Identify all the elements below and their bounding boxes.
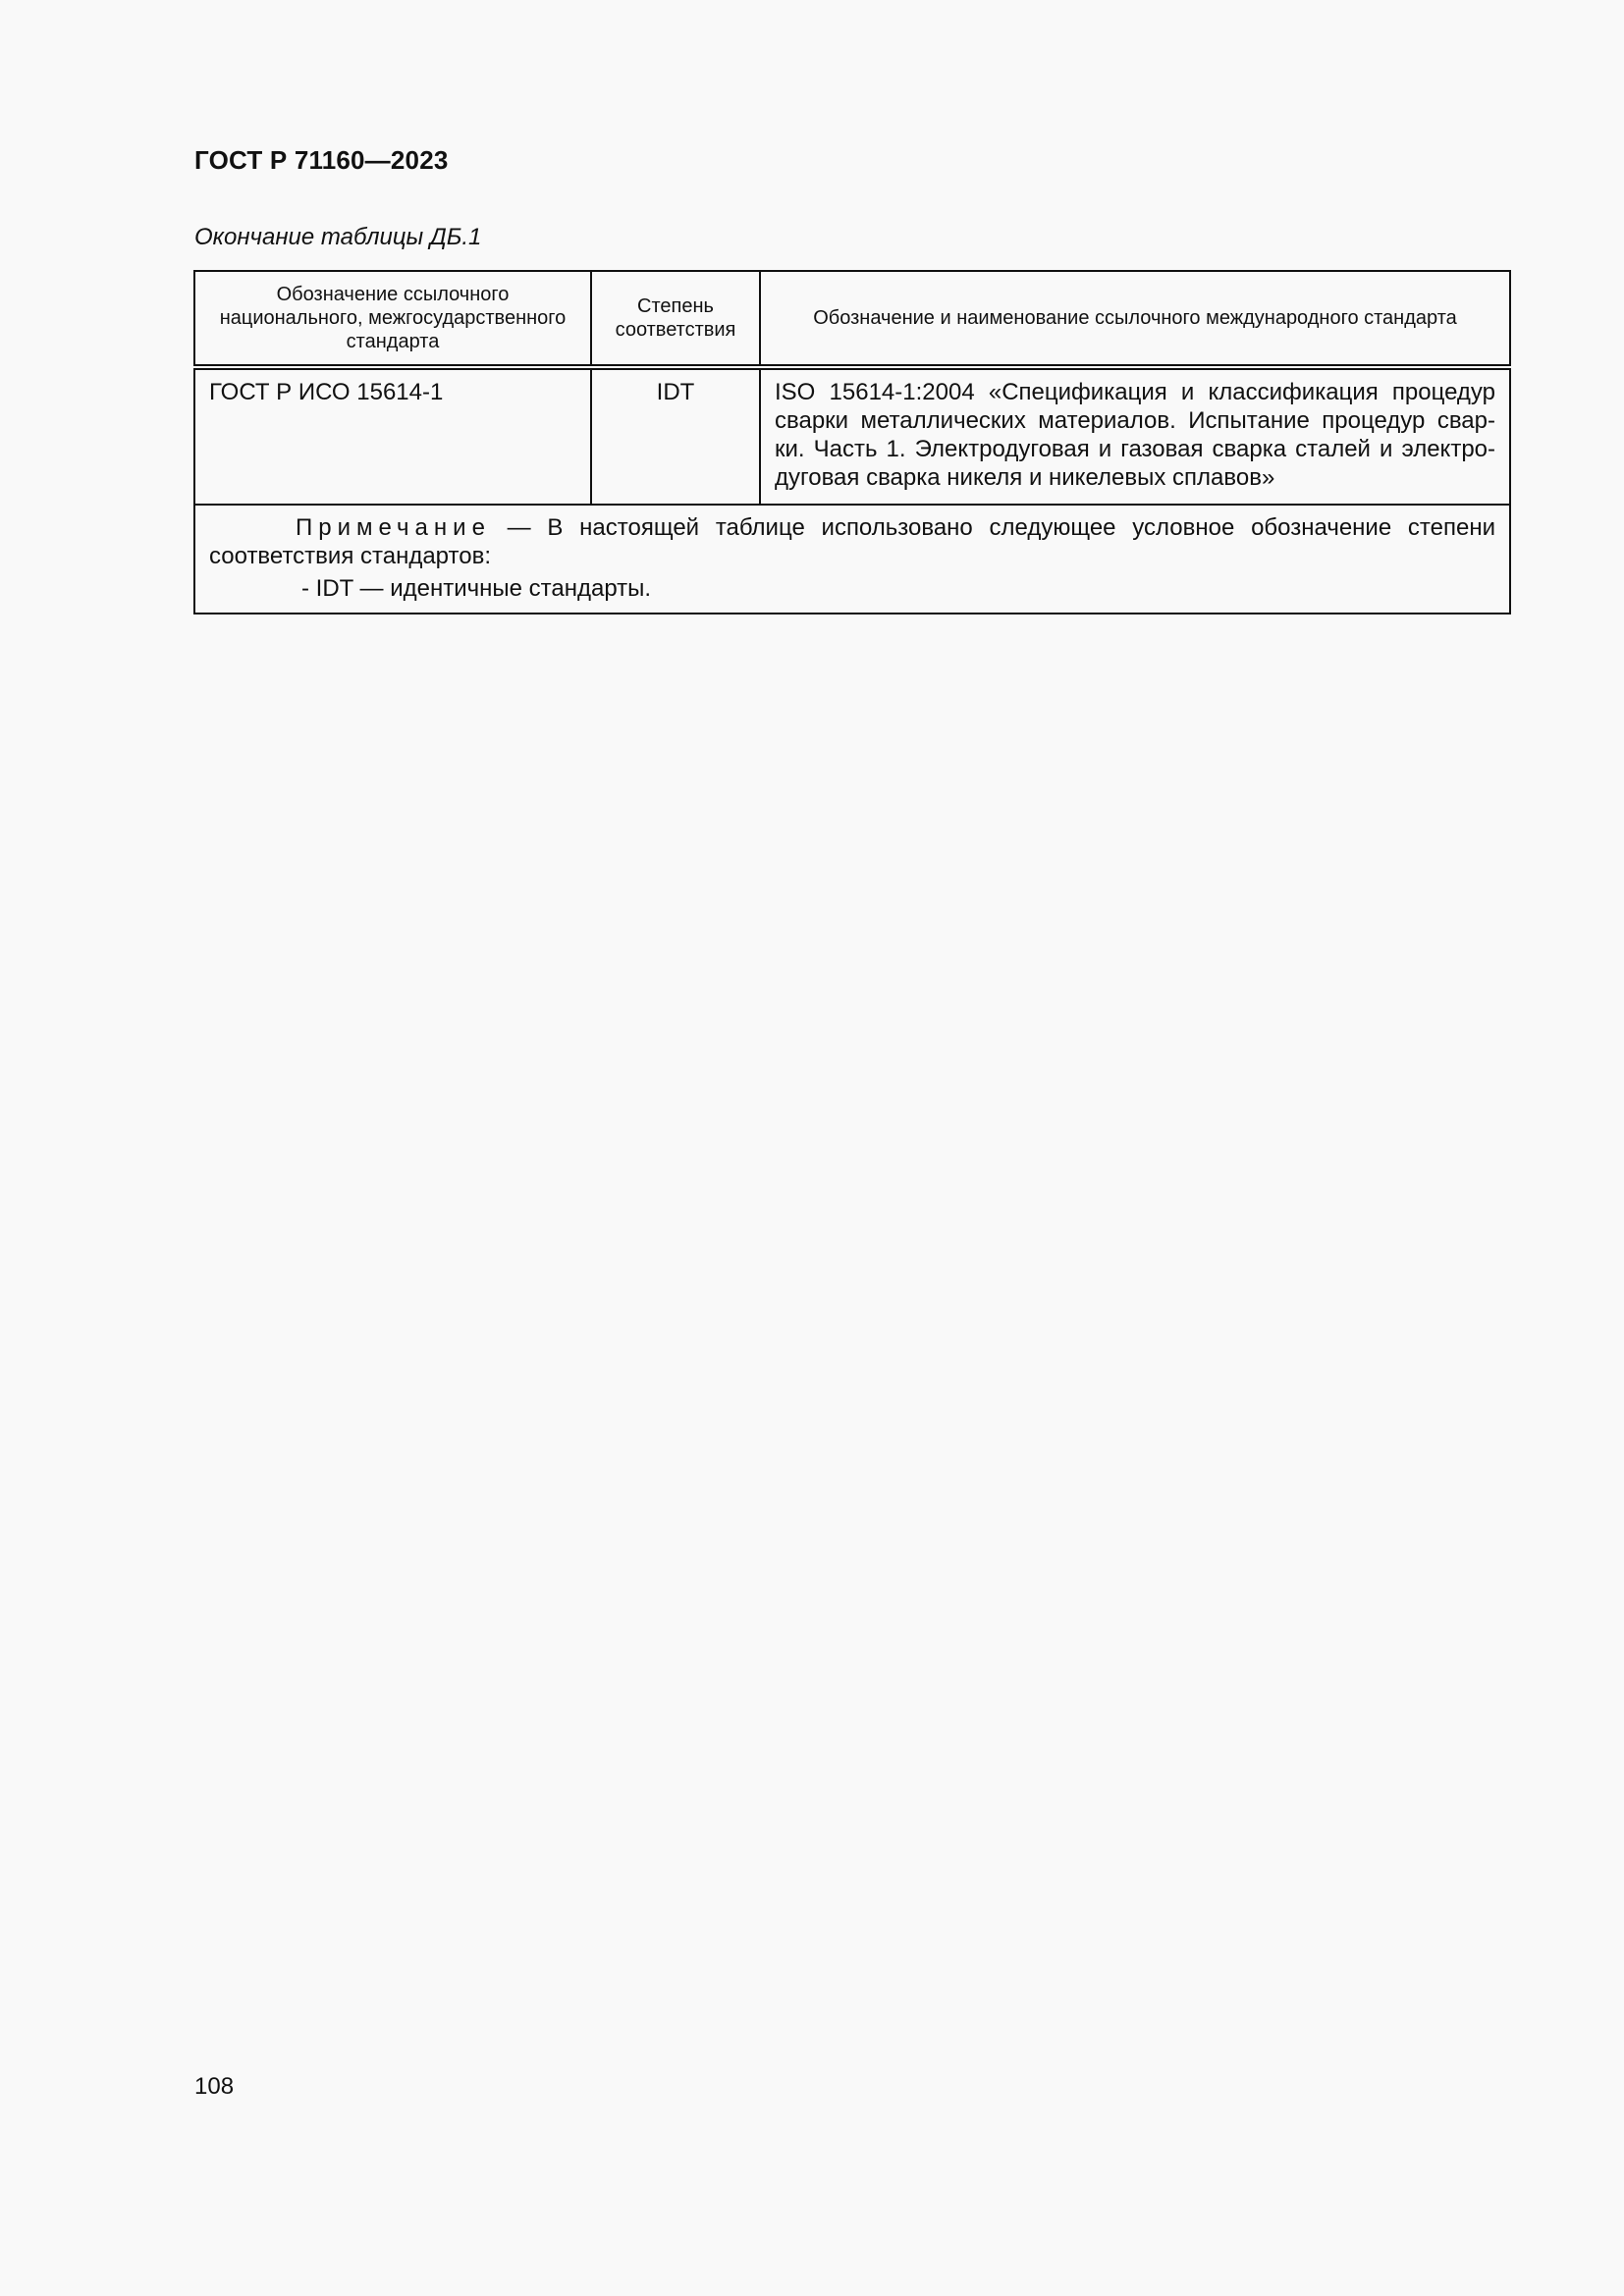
- table-row: [194, 367, 1510, 505]
- note-row: [194, 505, 1510, 614]
- national-standard-cell: ГОСТ Р ИСО 15614-1: [194, 367, 591, 505]
- note-cell: [194, 505, 1510, 614]
- column-header-national: Обозначение ссылочного национального, межгосударственного стандарта: [194, 271, 591, 367]
- document-header: ГОСТ Р 71160—2023: [194, 145, 449, 175]
- table-header-row: [194, 271, 1510, 367]
- degree-cell: IDT: [591, 367, 760, 505]
- note-paragraph: [209, 513, 1495, 570]
- reference-standards-table: [193, 270, 1511, 614]
- note-label: Примечание: [296, 514, 491, 541]
- column-header-international: Обозначение и наименование ссылочного международного стандарта: [760, 271, 1510, 367]
- international-standard-cell: ISO 15614-1:2004 «Спецификация и классификация процедур сварки металлических материалов. Испытание процедур свар-ки. Часть 1. Электродуговая и газовая сварка сталей и электро-дуговая сварка никеля и никелевых сплавов»: [760, 367, 1510, 505]
- table-caption: Окончание таблицы ДБ.1: [194, 224, 482, 250]
- column-header-degree: Степень соответствия: [591, 271, 760, 367]
- note-text: — В настоящей таблице использовано следующее условное обозначение степени соответствия стандартов:: [209, 514, 1495, 569]
- page-number: 108: [194, 2073, 235, 2100]
- note-list-item: - IDT — идентичные стандарты.: [301, 575, 652, 602]
